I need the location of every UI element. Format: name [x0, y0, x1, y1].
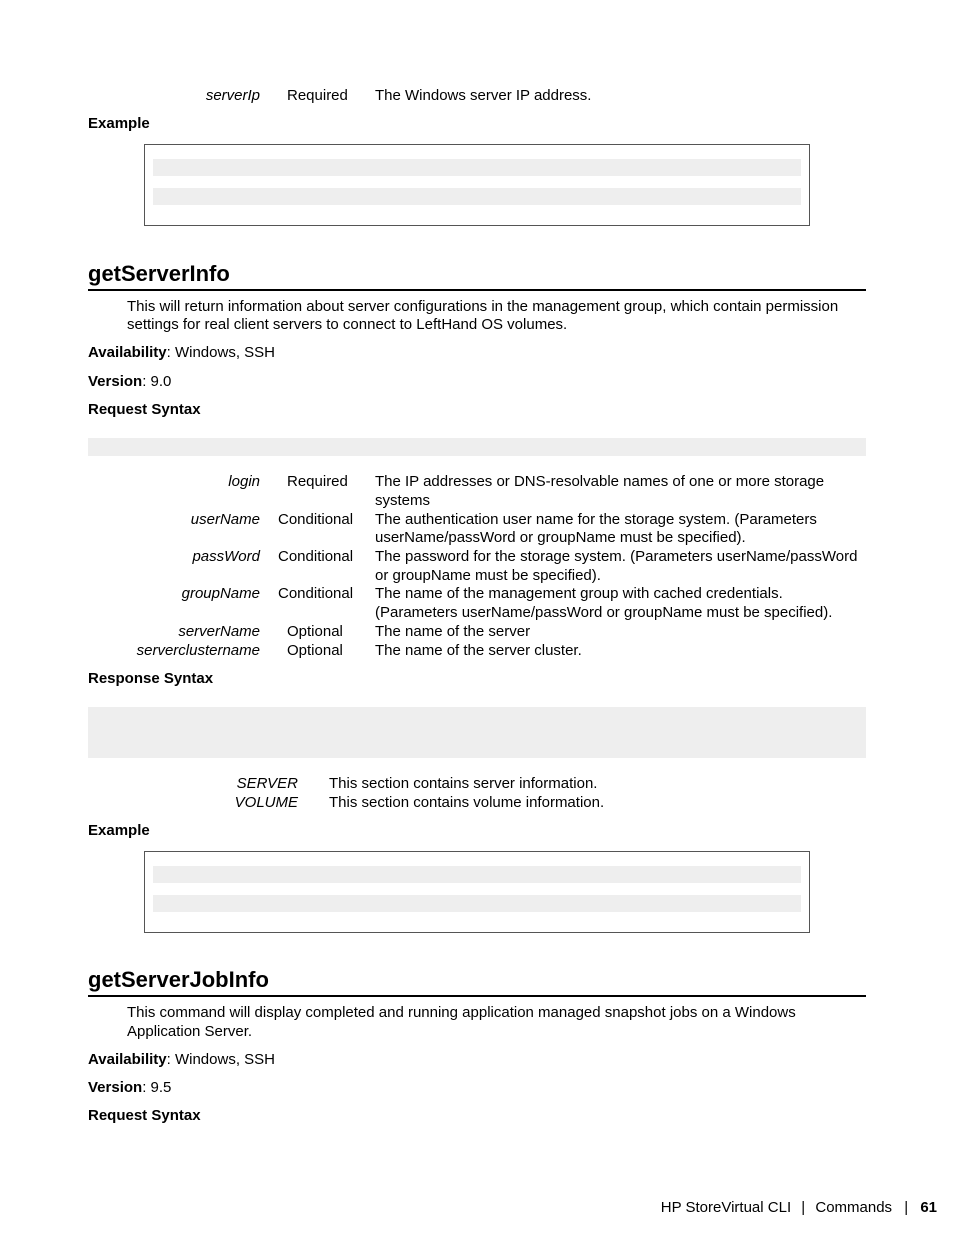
- version-label: Version: [88, 1079, 143, 1096]
- footer-book-title: HP StoreVirtual CLI: [660, 1199, 792, 1216]
- param-description: systems: [375, 492, 431, 509]
- response-item-name: SERVER: [236, 775, 298, 792]
- code-line: [153, 159, 801, 176]
- param-name: login: [228, 473, 260, 490]
- intro-text: This command will display completed and running application managed snapshot jobs on a Windows: [127, 1004, 796, 1021]
- page-number: 61: [920, 1199, 937, 1216]
- section-title-getserverinfo: getServerInfo: [88, 261, 230, 286]
- footer-separator: |: [801, 1199, 806, 1216]
- param-requirement: Optional: [287, 642, 343, 659]
- request-syntax-code: [88, 438, 866, 456]
- param-description: The Windows server IP address.: [375, 87, 592, 104]
- footer-chapter: Commands: [815, 1199, 893, 1216]
- param-description: The name of the server cluster.: [375, 642, 582, 659]
- response-item-name: VOLUME: [234, 794, 298, 811]
- response-item-description: This section contains server information.: [329, 775, 598, 792]
- param-requirement: Conditional: [278, 585, 354, 602]
- param-description: The authentication user name for the storage system. (Parameters: [375, 511, 817, 528]
- param-name: serverIp: [205, 87, 260, 104]
- param-name: serverName: [178, 623, 260, 640]
- param-requirement: Required: [287, 473, 348, 490]
- param-description: The password for the storage system. (Parameters userName/passWord: [375, 548, 858, 565]
- param-description: (Parameters userName/passWord or groupName must be specified).: [375, 604, 833, 621]
- availability-value: : Windows, SSH: [166, 1051, 276, 1068]
- param-description: The IP addresses or DNS-resolvable names of one or more storage: [375, 473, 825, 490]
- example-label: Example: [88, 822, 150, 839]
- param-name: userName: [190, 511, 260, 528]
- availability: [88, 343, 275, 362]
- code-line: [153, 188, 801, 205]
- section-title-getserverjobinfo: getServerJobInfo: [88, 967, 269, 992]
- version: [88, 372, 171, 391]
- param-requirement: Required: [287, 87, 348, 104]
- section-rule: [88, 289, 866, 291]
- param-requirement: Optional: [287, 623, 343, 640]
- availability-label: Availability: [88, 1051, 167, 1068]
- request-syntax-label: Request Syntax: [88, 1107, 201, 1124]
- example-label: Example: [88, 115, 150, 132]
- section-rule: [88, 995, 866, 997]
- param-requirement: Conditional: [278, 548, 354, 565]
- param-description: The name of the server: [375, 623, 531, 640]
- availability: [88, 1050, 275, 1069]
- param-description: or groupName must be specified).: [375, 567, 601, 584]
- version-value: : 9.0: [142, 373, 172, 390]
- version-value: : 9.5: [142, 1079, 172, 1096]
- code-line: [153, 866, 801, 883]
- param-description: userName/passWord or groupName must be specified).: [375, 529, 746, 546]
- param-name: serverclustername: [136, 642, 260, 659]
- request-syntax-label: Request Syntax: [88, 401, 201, 418]
- intro-text: Application Server.: [127, 1023, 253, 1040]
- response-item-description: This section contains volume information.: [329, 794, 605, 811]
- response-syntax-code: [88, 707, 866, 758]
- example-code-box: [144, 851, 810, 933]
- version-label: Version: [88, 373, 143, 390]
- example-code-box: [144, 144, 810, 226]
- page-footer: [661, 1198, 937, 1217]
- intro-text: settings for real client servers to connect to LeftHand OS volumes.: [127, 316, 568, 333]
- response-syntax-label: Response Syntax: [88, 670, 214, 687]
- availability-label: Availability: [88, 344, 167, 361]
- param-description: The name of the management group with cached credentials.: [375, 585, 783, 602]
- version: [88, 1078, 171, 1097]
- footer-separator: |: [904, 1199, 909, 1216]
- availability-value: : Windows, SSH: [166, 344, 276, 361]
- param-name: groupName: [181, 585, 260, 602]
- param-requirement: Conditional: [278, 511, 354, 528]
- intro-text: This will return information about server configurations in the management group, which contain permission: [127, 298, 839, 315]
- param-name: passWord: [192, 548, 260, 565]
- code-line: [153, 895, 801, 912]
